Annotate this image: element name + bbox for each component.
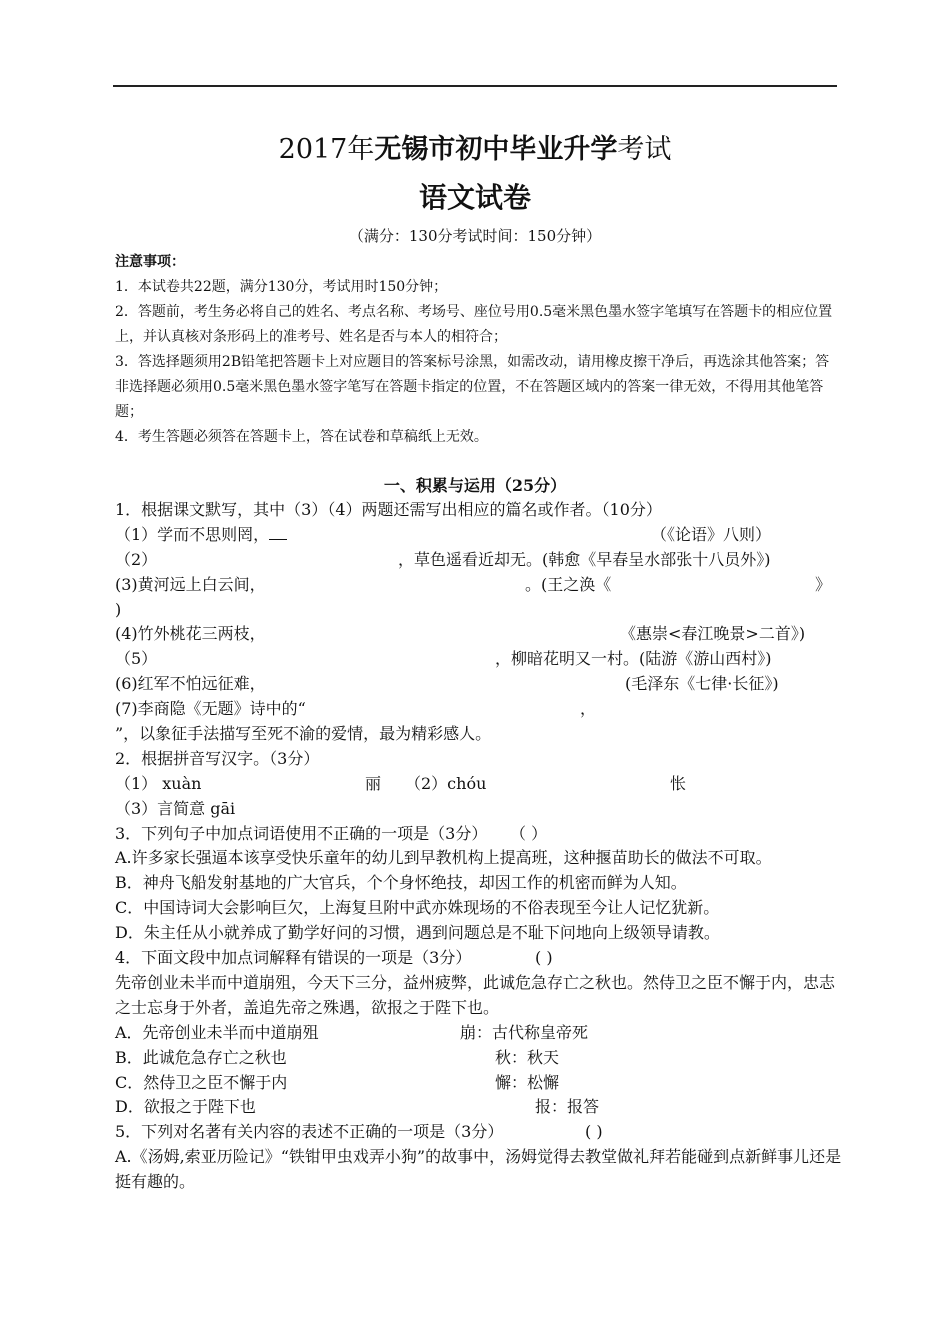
q1-item-2 xyxy=(115,548,845,573)
q2-item-1-char: 丽 xyxy=(365,773,382,793)
q4-option-a-text: A．先帝创业未半而中道崩殂 xyxy=(115,1022,319,1042)
q4-option-d-text: D．欲报之于陛下也 xyxy=(115,1097,256,1117)
q1-item-1-text: （1）学而不思则罔， xyxy=(115,524,270,544)
q1-item-5 xyxy=(115,647,845,672)
q1-item-4-text: (4)竹外桃花三两枝， xyxy=(115,624,266,644)
q4-stem-text: 4．下面文段中加点词解释有错误的一项是（3分） xyxy=(115,948,472,968)
q4-option-d-gloss: 报：报答 xyxy=(535,1097,600,1117)
q3-option-c: C．中国诗词大会影响巨欠，上海复旦附中武亦姝现场的不俗表现至今让人记忆犹新。 xyxy=(115,898,720,918)
title-year: 2017年 xyxy=(278,134,375,165)
q1-item-3-text: (3)黄河远上白云间， xyxy=(115,574,266,594)
q1-item-3-source: 。(王之涣《 xyxy=(525,574,612,594)
q1-item-6-text: (6)红军不怕远征难， xyxy=(115,674,266,694)
q1-item-5-text: （5） xyxy=(115,649,158,669)
q3-answer-bracket[interactable]: （ ） xyxy=(510,823,548,843)
q3-option-a: A.许多家长强逼本该享受快乐童年的幼儿到早教机构上提高班，这种揠苗助长的做法不可取。 xyxy=(115,848,772,868)
q2-item-2-char: 怅 xyxy=(670,773,687,793)
q3-option-d: D．朱主任从小就养成了勤学好问的习惯，遇到问题总是不耻下问地向上级领导请教。 xyxy=(115,923,720,943)
q3-stem xyxy=(115,822,845,847)
q4-option-c xyxy=(115,1071,845,1096)
q5-stem xyxy=(115,1120,845,1145)
exam-title xyxy=(0,130,950,170)
q4-option-b-text: B．此诚危急存亡之秋也 xyxy=(115,1047,287,1067)
q1-item-3-bracket: 》 xyxy=(815,574,832,594)
q1-item-3-cont: ) xyxy=(115,599,122,619)
q4-option-c-gloss: 懈：松懈 xyxy=(495,1072,560,1092)
note-item: 4．考生答题必须答在答题卡上，答在试卷和草稿纸上无效。 xyxy=(115,429,488,445)
notes-section xyxy=(115,250,840,450)
section-title: 一、积累与运用（25分） xyxy=(383,476,567,495)
q1-item-6 xyxy=(115,672,845,697)
q1-item-3 xyxy=(115,573,845,598)
q3-stem-text: 3．下列句子中加点词语使用不正确的一项是（3分） xyxy=(115,823,488,843)
q1-item-2-text: （2） xyxy=(115,549,158,569)
note-item: 3．答选择题须用2B铅笔把答题卡上对应题目的答案标号涂黑，如需改动，请用橡皮擦干净后，再选涂其他答案；答非选择题必须用0.5毫米黑色墨水签字笔写在答题卡指定的位置，不在答题区域内的答案一律无效，不得用其他笔答题； xyxy=(115,354,830,420)
exam-subtitle: 语文试卷 xyxy=(418,181,531,214)
notes-heading: 注意事项： xyxy=(115,254,185,270)
q3-option-b: B．神舟飞船发射基地的广大官兵，个个身怀绝技，却因工作的机密而鲜为人知。 xyxy=(115,873,687,893)
title-main: 无锡市初中毕业升学 xyxy=(374,134,618,165)
q1-item-4 xyxy=(115,622,845,647)
q1-stem: 1．根据课文默写，其中（3）（4）两题还需写出相应的篇名或作者。（10分） xyxy=(115,500,662,519)
q4-option-a xyxy=(115,1021,845,1046)
q2-item-2-pinyin: （2）chóu xyxy=(405,773,487,793)
q1-item-5-source: ，柳暗花明又一村。(陆游《游山西村》) xyxy=(495,649,772,669)
q2-item-1-pinyin: （1） xuàn xyxy=(115,773,202,793)
q1-item-6-source: (毛泽东《七律·长征》) xyxy=(625,674,779,694)
q1-item-1-source: （《论语》八则） xyxy=(651,524,772,544)
q1-item-7-comma: ， xyxy=(580,699,597,719)
note-item: 1．本试卷共22题，满分130分，考试用时150分钟； xyxy=(115,279,448,295)
questions xyxy=(115,498,845,1195)
q4-answer-bracket[interactable]: ( ) xyxy=(535,948,553,968)
score-time-line: （满分：130分考试时间：150分钟） xyxy=(348,227,602,245)
q2-row-1 xyxy=(115,772,845,797)
header-rule xyxy=(113,85,837,87)
q1-item-7 xyxy=(115,697,845,722)
q1-item-2-source: ，草色遥看近却无。(韩愈《早春呈水部张十八员外》) xyxy=(398,549,771,569)
q1-item-7-cont: ”，以象征手法描写至死不渝的爱情，最为精彩感人。 xyxy=(115,724,492,744)
note-item: 2．答题前，考生务必将自己的姓名、考点名称、考场号、座位号用0.5毫米黑色墨水签字笔填写在答题卡的相应位置上，并认真核对条形码上的准考号、姓名是否与本人的相符合； xyxy=(115,304,833,345)
q4-passage: 先帝创业未半而中道崩殂，今天下三分，益州疲弊，此诚危急存亡之秋也。然侍卫之臣不懈于内，忠志之士忘身于外者，盖追先帝之殊遇，欲报之于陛下也。 xyxy=(115,972,836,1017)
title-suffix: 考试 xyxy=(617,134,672,165)
q4-option-b xyxy=(115,1046,845,1071)
q1-item-4-source: 《惠崇<春江晚景>二首》) xyxy=(620,624,806,644)
q4-option-d xyxy=(115,1095,845,1120)
q5-answer-bracket[interactable]: ( ) xyxy=(585,1122,603,1142)
q1-item-1 xyxy=(115,523,845,548)
q2-stem: 2．根据拼音写汉字。（3分） xyxy=(115,748,320,768)
q4-option-c-text: C．然侍卫之臣不懈于内 xyxy=(115,1072,288,1092)
q2-row-2: （3）言简意 gāi xyxy=(115,798,236,818)
answer-blank[interactable] xyxy=(269,523,287,540)
q4-option-a-gloss: 崩：古代称皇帝死 xyxy=(460,1022,589,1042)
q4-stem xyxy=(115,946,845,971)
q1-item-7-text: (7)李商隐《无题》诗中的“ xyxy=(115,699,306,719)
q4-option-b-gloss: 秋：秋天 xyxy=(495,1047,560,1067)
q5-stem-text: 5．下列对名著有关内容的表述不正确的一项是（3分） xyxy=(115,1122,504,1142)
q5-option-a: A.《汤姆,索亚历险记》“铁钳甲虫戏弄小狗”的故事中，汤姆觉得去教堂做礼拜若能碰到点新鲜事儿还是挺有趣的。 xyxy=(115,1147,842,1192)
